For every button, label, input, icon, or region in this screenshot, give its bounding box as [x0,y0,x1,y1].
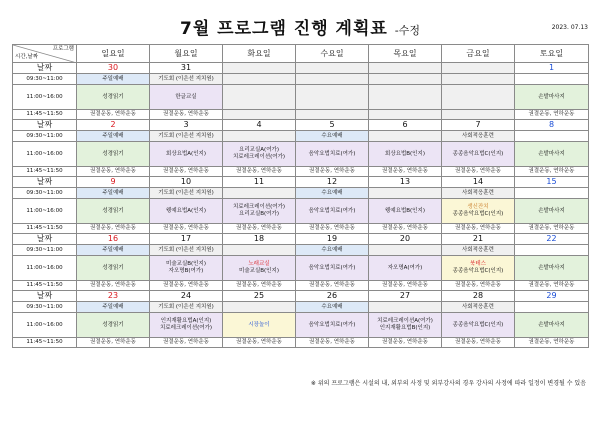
issue-date: 2023. 07.13 [551,24,588,31]
program-label: 성경읽기 [102,321,124,328]
program-cell-sat [515,85,589,110]
date-thu [369,63,442,74]
program-label: 주일예배 [102,132,124,139]
program-cell-mon [150,142,223,167]
program-label: 사회적응훈련 [462,132,494,139]
date-mon: 3 [150,120,223,131]
program-label: 시장놀이 [248,321,270,328]
time-slot-label: 11:00~16:00 [13,313,77,338]
program-label: 웽예요법A(인지) [166,207,206,214]
program-cell-tue [223,85,296,110]
program-cell-thu [369,110,442,120]
program-cell-tue [223,313,296,338]
program-label: 기도회 (이은선 지치원) [158,132,214,139]
program-cell-mon [150,199,223,224]
program-cell-mon [150,167,223,177]
program-cell-tue [223,302,296,313]
program-label: 주일예배 [102,189,124,196]
program-label: 권결운동, 연하운동 [381,225,428,232]
time-slot-label: 11:45~11:50 [13,224,77,234]
program-cell-sun [77,110,150,120]
schedule-table [12,44,589,348]
program-label: 사회적응훈련 [462,246,494,253]
date-row [13,120,589,131]
program-cell-sun [77,281,150,291]
program-label: 권결운동, 연하운동 [308,225,355,232]
program-label: 권결운동, 연하운동 [454,339,501,346]
program-label: 기도회 (이은선 지치원) [158,303,214,310]
time-slot-row [13,142,589,167]
time-slot-label: 11:00~16:00 [13,85,77,110]
date-tue [223,63,296,74]
time-slot-row [13,110,589,120]
program-label: 성경읽기 [102,150,124,157]
program-label: 권결운동, 연하운동 [308,339,355,346]
program-cell-mon [150,74,223,85]
program-label: 권결운동, 연하운동 [235,168,282,175]
date-fri: 7 [442,120,515,131]
program-cell-sun [77,338,150,348]
program-label: 기도회 (이은선 지치원) [158,246,214,253]
program-cell-thu [369,188,442,199]
program-cell-wed [296,74,369,85]
date-wed: 5 [296,120,369,131]
header-row [13,45,589,63]
program-line: 북테스 [470,261,486,268]
program-label: 기도회 (이은선 지치원) [158,75,214,82]
date-mon: 24 [150,291,223,302]
program-cell-fri [442,302,515,313]
time-slot-row [13,167,589,177]
corner-label-time-date: 시간,날짜 [15,54,39,61]
date-fri [442,63,515,74]
program-label: 주일예배 [102,75,124,82]
program-label: 권결운동, 연하운동 [528,339,575,346]
program-cell-sat [515,167,589,177]
program-label: 권결운동, 연하운동 [381,168,428,175]
program-label: 웽예요법B(인지) [385,207,425,214]
date-row-label: 날짜 [13,63,77,74]
program-cell-mon [150,338,223,348]
date-wed [296,63,369,74]
program-cell-wed [296,199,369,224]
date-fri: 28 [442,291,515,302]
date-tue: 25 [223,291,296,302]
program-cell-sat [515,131,589,142]
program-label: 음악요법치료(여가) [308,150,356,157]
program-label: 음악요법치료(여가) [308,264,356,271]
program-label: 권결운동, 연하운동 [235,339,282,346]
program-label: 권결운동, 연하운동 [454,168,501,175]
date-fri: 14 [442,177,515,188]
program-cell-wed [296,302,369,313]
program-cell-thu [369,313,442,338]
program-cell-thu [369,74,442,85]
program-label: 회상요법B(인지) [385,150,425,157]
time-slot-row [13,245,589,256]
time-slot-row [13,131,589,142]
program-cell-tue [223,131,296,142]
program-cell-tue [223,74,296,85]
program-label: 음악요법치료(여가) [308,321,356,328]
program-cell-fri [442,281,515,291]
program-label: 사회적응훈련 [462,189,494,196]
program-cell-wed [296,313,369,338]
program-line: 치료레크레이션(여가) [232,154,286,160]
date-row [13,177,589,188]
program-cell-fri [442,74,515,85]
program-label: 권결운동, 연하운동 [308,282,355,289]
date-row-label: 날짜 [13,177,77,188]
program-cell-fri [442,256,515,281]
program-cell-fri [442,110,515,120]
program-label: 자오명A(여가) [387,264,423,271]
program-label: 음악요법치료(여가) [308,207,356,214]
time-slot-label: 09:30~11:00 [13,74,77,85]
program-cell-thu [369,142,442,167]
program-cell-sat [515,256,589,281]
time-slot-row [13,74,589,85]
program-line: 요리교실B(여가) [239,211,279,217]
time-slot-label: 11:00~16:00 [13,199,77,224]
program-cell-mon [150,224,223,234]
program-label: 성경읽기 [102,93,124,100]
program-cell-sat [515,142,589,167]
program-cell-sun [77,188,150,199]
date-sat: 29 [515,291,589,302]
program-cell-mon [150,110,223,120]
program-label: 권결운동, 연하운동 [89,339,136,346]
program-cell-sat [515,188,589,199]
program-label: 수요예배 [321,303,343,310]
program-cell-mon [150,85,223,110]
program-label: 권결운동, 연하운동 [235,225,282,232]
program-cell-tue [223,199,296,224]
time-slot-label: 11:45~11:50 [13,167,77,177]
program-label: 손발마사지 [538,93,565,100]
day-header-mon: 월요일 [150,45,223,63]
program-line: 치료레크레이션(여가) [232,204,286,211]
program-cell-thu [369,131,442,142]
program-cell-fri [442,224,515,234]
date-thu: 20 [369,234,442,245]
program-label: 권결운동, 연하운동 [162,225,209,232]
program-cell-tue [223,245,296,256]
date-row-label: 날짜 [13,234,77,245]
program-cell-sun [77,131,150,142]
program-cell-tue [223,167,296,177]
time-slot-label: 11:45~11:50 [13,281,77,291]
date-tue: 4 [223,120,296,131]
date-row-label: 날짜 [13,291,77,302]
program-label: 종종음악요법C(인지) [452,321,504,328]
program-label: 주일예배 [102,246,124,253]
program-cell-mon [150,281,223,291]
program-label: 권결운동, 연하운동 [381,339,428,346]
date-sat: 8 [515,120,589,131]
date-sat: 22 [515,234,589,245]
time-slot-row [13,199,589,224]
date-mon: 10 [150,177,223,188]
time-slot-row [13,188,589,199]
program-label: 수요예배 [321,189,343,196]
program-cell-sun [77,313,150,338]
program-label: 권결운동, 연하운동 [89,168,136,175]
footnote: ※ 위의 프로그램은 시설의 내, 외부의 사정 및 외부강사의 경우 강사의 사정에 따라 일정이 변경될 수 있음 [310,380,586,387]
program-label: 수요예배 [321,246,343,253]
program-label: 권결운동, 연하운동 [162,111,209,118]
program-line: 인지재활요법B(인지) [379,325,431,331]
program-cell-wed [296,224,369,234]
program-cell-mon [150,188,223,199]
program-label: 기도회 (이은선 지치원) [158,189,214,196]
program-cell-fri [442,313,515,338]
time-slot-label: 09:30~11:00 [13,131,77,142]
date-sat: 1 [515,63,589,74]
date-thu: 13 [369,177,442,188]
program-label: 성경읽기 [102,264,124,271]
program-cell-thu [369,224,442,234]
date-row [13,291,589,302]
date-sun: 16 [77,234,150,245]
program-label: 권결운동, 연하운동 [89,111,136,118]
program-cell-mon [150,256,223,281]
program-label: 성경읽기 [102,207,124,214]
time-slot-label: 09:30~11:00 [13,188,77,199]
program-label: 권결운동, 연하운동 [528,111,575,118]
program-cell-fri [442,188,515,199]
program-line: 치료레크레이션A(여가) [377,318,433,325]
date-row-label: 날짜 [13,120,77,131]
program-label: 한글교실 [175,93,197,100]
program-cell-mon [150,302,223,313]
schedule-body [13,63,589,348]
date-wed: 12 [296,177,369,188]
program-cell-thu [369,85,442,110]
program-line: 종종음악요법C(인지) [452,268,504,274]
program-line: 미술교실B(인지) [166,261,206,268]
time-slot-label: 09:30~11:00 [13,302,77,313]
program-cell-tue [223,338,296,348]
program-cell-sat [515,313,589,338]
program-cell-fri [442,131,515,142]
program-cell-mon [150,245,223,256]
time-slot-row [13,302,589,313]
time-slot-label: 11:00~16:00 [13,142,77,167]
program-cell-fri [442,199,515,224]
date-tue: 11 [223,177,296,188]
program-label: 권결운동, 연하운동 [162,339,209,346]
program-line: 인지재활요법A(인지) [160,318,212,325]
program-cell-sat [515,245,589,256]
day-header-sun: 일요일 [77,45,150,63]
program-cell-wed [296,142,369,167]
program-cell-tue [223,281,296,291]
program-cell-wed [296,338,369,348]
program-line: 치료레크레이션(여가) [159,325,213,331]
program-cell-sun [77,167,150,177]
program-line: 자오명B(여가) [168,268,204,274]
program-cell-thu [369,302,442,313]
corner-cell [13,45,77,63]
program-cell-tue [223,142,296,167]
date-sun: 2 [77,120,150,131]
program-cell-sat [515,199,589,224]
time-slot-label: 09:30~11:00 [13,245,77,256]
program-cell-thu [369,338,442,348]
title-sub: -수정 [394,24,420,37]
date-sun: 30 [77,63,150,74]
program-cell-thu [369,199,442,224]
program-label: 권결운동, 연하운동 [89,225,136,232]
program-cell-tue [223,110,296,120]
program-label: 권결운동, 연하운동 [89,282,136,289]
program-cell-fri [442,245,515,256]
program-label: 손발마사지 [538,207,565,214]
program-cell-wed [296,85,369,110]
program-cell-sun [77,245,150,256]
program-label: 주일예배 [102,303,124,310]
date-wed: 26 [296,291,369,302]
program-label: 권결운동, 연하운동 [162,282,209,289]
program-cell-sun [77,142,150,167]
program-label: 권결운동, 연하운동 [454,282,501,289]
program-cell-sat [515,338,589,348]
program-label: 권결운동, 연하운동 [235,282,282,289]
program-label: 권결운동, 연하운동 [308,168,355,175]
program-label: 권결운동, 연하운동 [381,282,428,289]
day-header-tue: 화요일 [223,45,296,63]
time-slot-row [13,313,589,338]
time-slot-row [13,281,589,291]
program-cell-wed [296,167,369,177]
date-thu: 6 [369,120,442,131]
program-cell-wed [296,245,369,256]
program-line: 요리교실A(여가) [239,147,279,154]
program-cell-sun [77,256,150,281]
date-row [13,63,589,74]
day-header-fri: 금요일 [442,45,515,63]
day-header-thu: 목요일 [369,45,442,63]
program-cell-tue [223,224,296,234]
program-label: 권결운동, 연하운동 [454,225,501,232]
program-cell-thu [369,256,442,281]
program-cell-tue [223,256,296,281]
date-tue: 18 [223,234,296,245]
date-wed: 19 [296,234,369,245]
program-cell-sun [77,199,150,224]
program-cell-wed [296,256,369,281]
program-label: 수요예배 [321,132,343,139]
program-line: 노래교실 [248,261,270,268]
time-slot-row [13,338,589,348]
day-header-wed: 수요일 [296,45,369,63]
program-cell-sat [515,224,589,234]
time-slot-label: 11:00~16:00 [13,256,77,281]
title-main: 7월 프로그램 진행 계획표 [180,19,388,39]
program-cell-fri [442,338,515,348]
program-cell-thu [369,167,442,177]
time-slot-label: 11:45~11:50 [13,338,77,348]
time-slot-row [13,256,589,281]
program-label: 회상요법A(인지) [166,150,206,157]
program-cell-wed [296,281,369,291]
time-slot-row [13,85,589,110]
program-cell-wed [296,188,369,199]
program-line: 종종음악요법C(인지) [452,211,504,217]
day-header-sat: 토요일 [515,45,589,63]
program-label: 권결운동, 연하운동 [162,168,209,175]
page-title [0,14,600,39]
program-cell-fri [442,142,515,167]
date-sun: 23 [77,291,150,302]
program-label: 권결운동, 연하운동 [528,225,575,232]
date-mon: 31 [150,63,223,74]
program-label: 손발마사지 [538,150,565,157]
program-cell-wed [296,131,369,142]
program-cell-thu [369,281,442,291]
date-thu: 27 [369,291,442,302]
program-line: 미술교실B(인지) [239,268,279,274]
date-mon: 17 [150,234,223,245]
program-label: 권결운동, 연하운동 [528,168,575,175]
program-cell-thu [369,245,442,256]
program-cell-sat [515,302,589,313]
program-label: 권결운동, 연하운동 [528,282,575,289]
program-cell-wed [296,110,369,120]
program-label: 손발마사지 [538,321,565,328]
program-cell-sun [77,302,150,313]
program-line: 생신잔치 [467,204,489,211]
program-label: 사회적응훈련 [462,303,494,310]
date-sun: 9 [77,177,150,188]
program-cell-sat [515,74,589,85]
program-label: 종종음악요법C(인지) [452,150,504,157]
date-sat: 15 [515,177,589,188]
program-cell-fri [442,167,515,177]
program-cell-fri [442,85,515,110]
date-fri: 21 [442,234,515,245]
program-label: 손발마사지 [538,264,565,271]
date-row [13,234,589,245]
time-slot-row [13,224,589,234]
program-cell-tue [223,188,296,199]
program-cell-sat [515,281,589,291]
time-slot-label: 11:45~11:50 [13,110,77,120]
program-cell-sun [77,85,150,110]
program-cell-sun [77,224,150,234]
program-cell-sat [515,110,589,120]
program-cell-mon [150,313,223,338]
program-cell-mon [150,131,223,142]
corner-label-program: 프로그램 [52,46,74,52]
program-cell-sun [77,74,150,85]
